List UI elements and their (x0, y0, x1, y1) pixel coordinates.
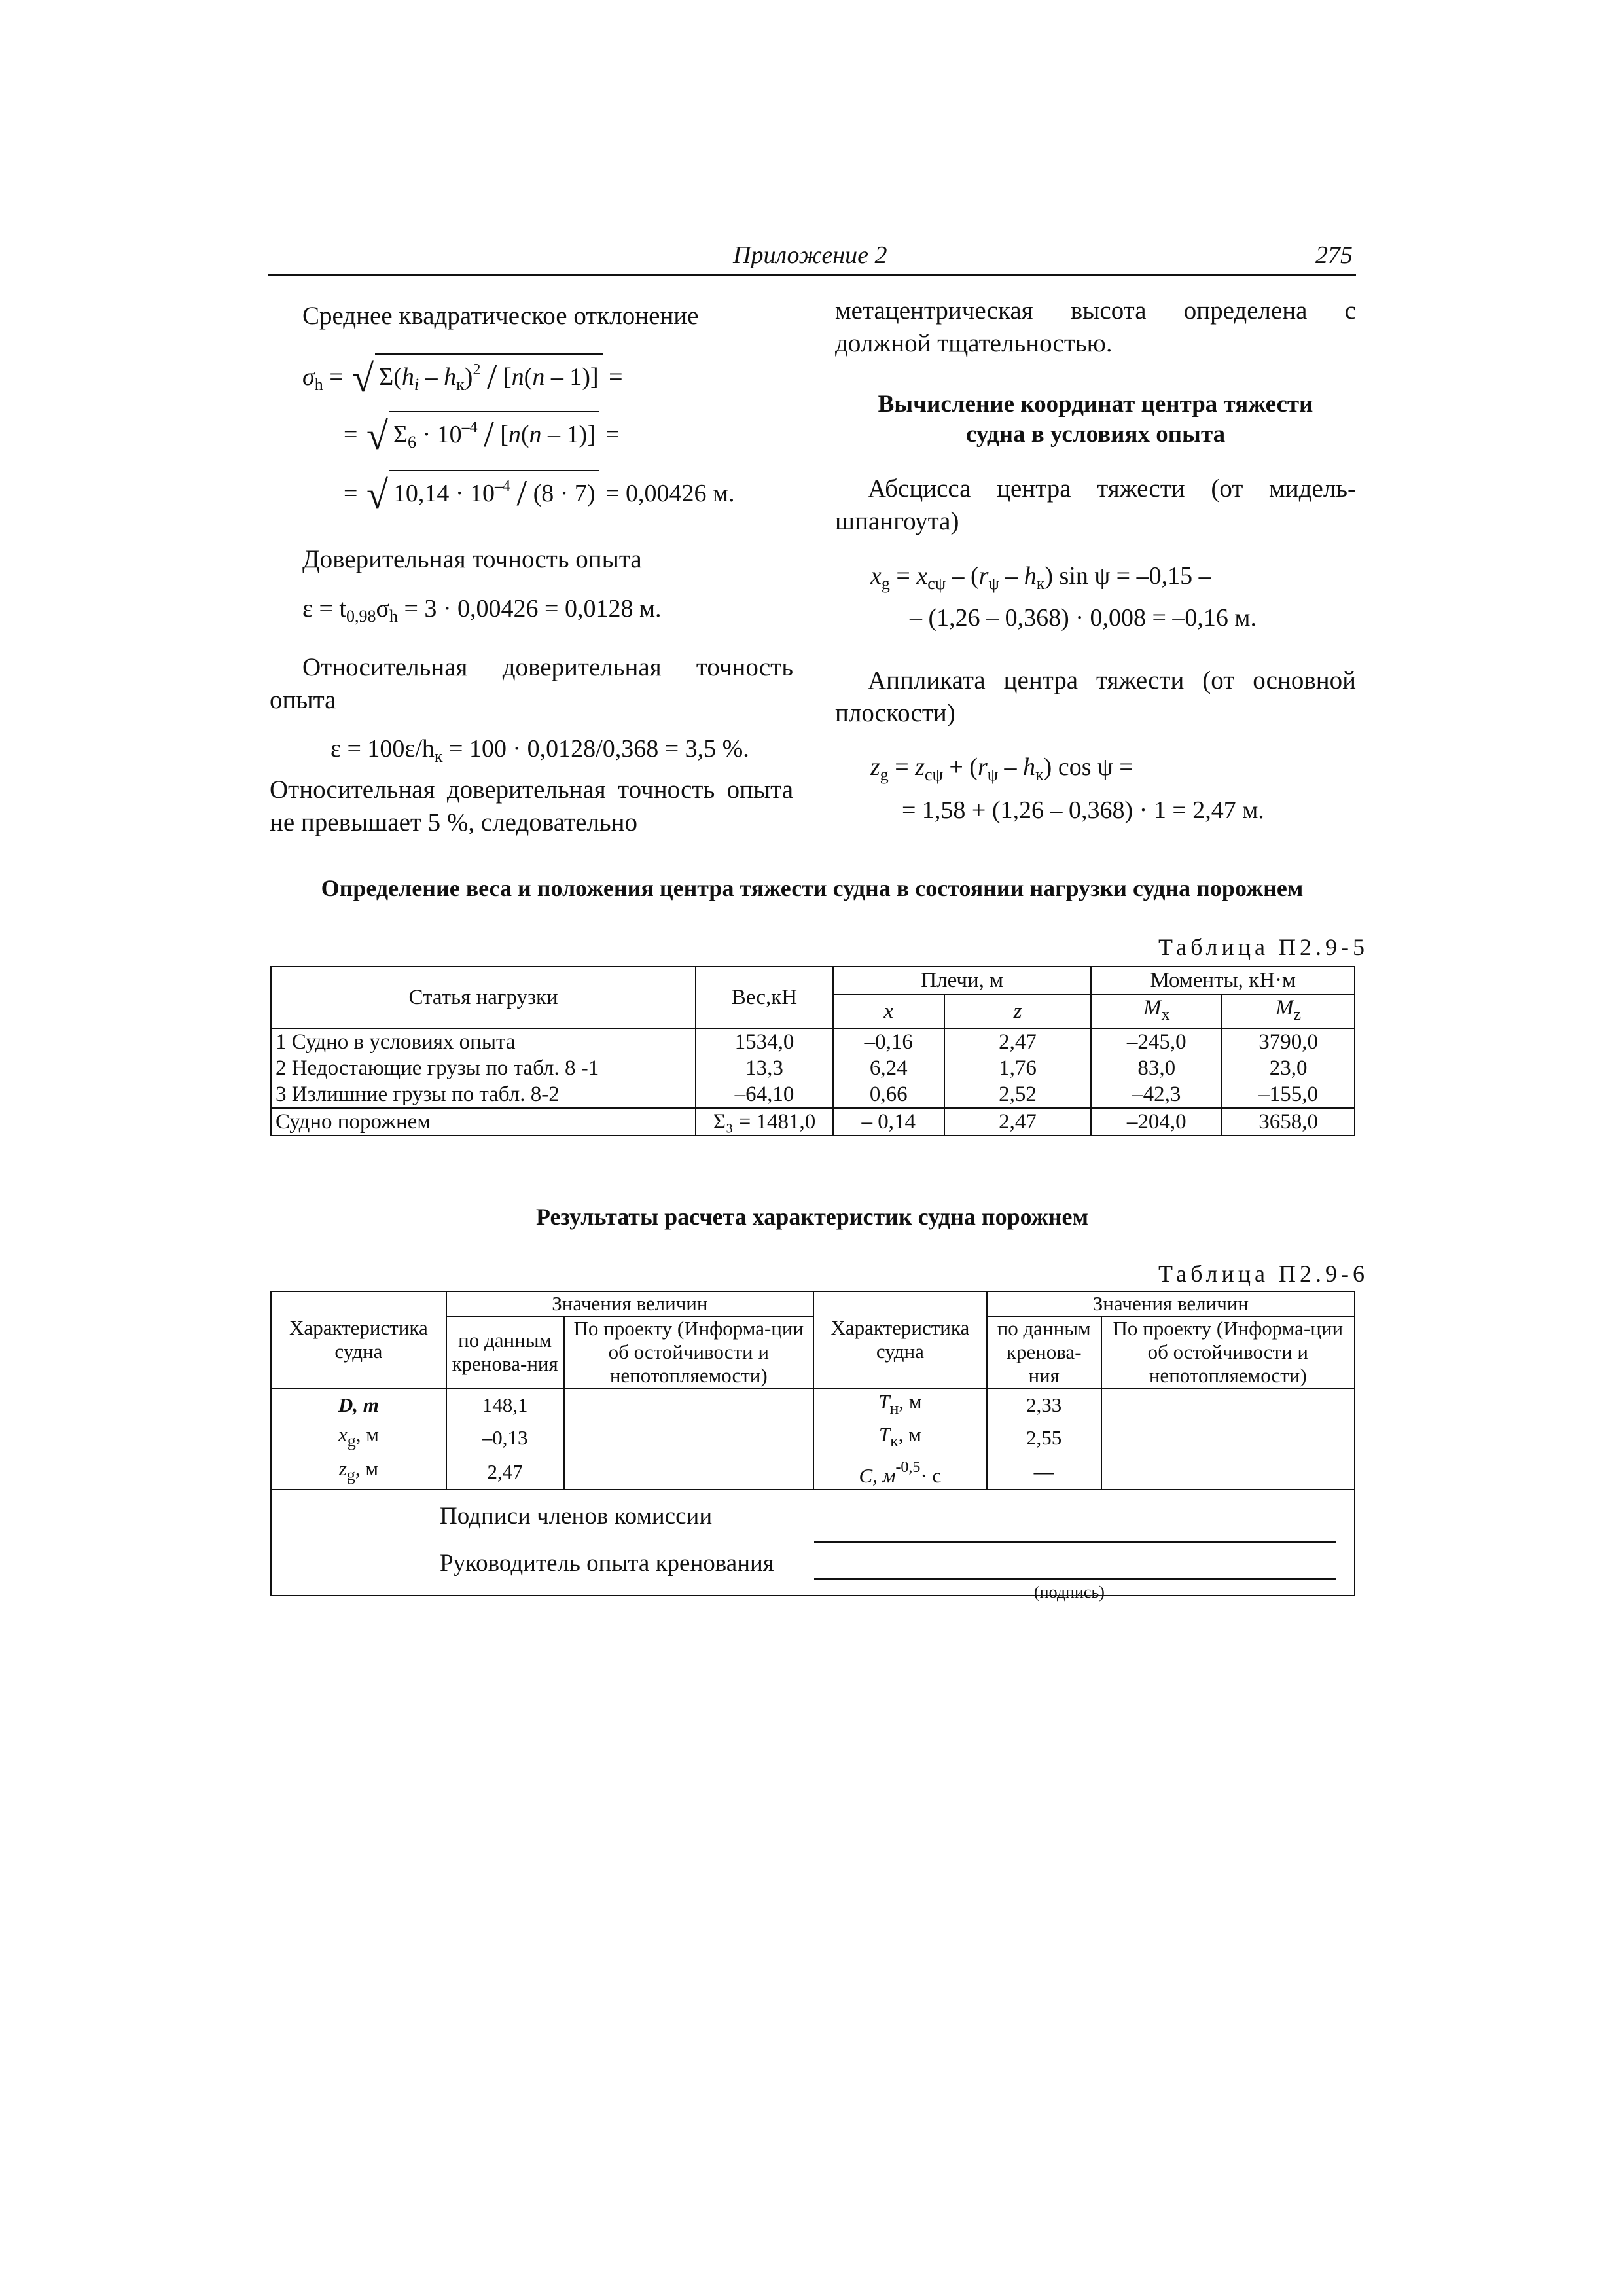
char-c: C, м (859, 1464, 896, 1487)
zg-rest: cos ψ = (1052, 753, 1133, 781)
char-zg-unit: , м (355, 1456, 378, 1480)
abscissa-label: Абсцисса центра тяжести (от мидель-шпангоута) (835, 475, 1356, 535)
formula-zg-line1: $z_g = z_{с\psi} + (r_\psi - h_к)$ cos ψ = (870, 753, 1133, 784)
th-x: x (833, 994, 944, 1028)
th-arms: Плечи, м (833, 967, 1091, 994)
sigma-symbol: σ (302, 363, 315, 391)
cell-heel-value: — (987, 1454, 1101, 1490)
cell-mz: 3790,0 (1222, 1028, 1355, 1055)
sigma-numerator: 10,14 · 10 (393, 480, 495, 507)
metacentric-conclusion: метацентрическая высота определена с должной тщательностью. (835, 296, 1356, 357)
char-c-sup: -0,5 (895, 1459, 921, 1476)
th-values-left: Значения величин (446, 1291, 813, 1316)
cell-z: 1,76 (944, 1055, 1092, 1081)
cell-project-value (564, 1388, 813, 1422)
formula-epsilon: $\varepsilon = t_{0,98}\sigma_h = 3 \cdot 0,00426 = 0,0128$ м. (302, 595, 662, 626)
char-c-unit: · с (920, 1464, 942, 1487)
th-mz (1222, 994, 1355, 1028)
formula-relative-epsilon (330, 734, 749, 766)
cell-char (813, 1388, 987, 1422)
cell-char (813, 1422, 987, 1454)
th-values-right: Значения величин (987, 1291, 1355, 1316)
th-project-right: По проекту (Информа-ции об остойчивости и непотопляемости) (1101, 1316, 1355, 1388)
cell-mz: 3658,0 (1222, 1108, 1355, 1136)
cell-item: Судно порожнем (271, 1108, 696, 1136)
cell-char (271, 1388, 446, 1422)
cell-char (271, 1422, 446, 1454)
th-heel-right: по данным кренова-ния (987, 1316, 1101, 1388)
th-mz-label: M (1275, 996, 1294, 1020)
signature-head-label: Руководитель опыта кренования (440, 1550, 774, 1577)
relative-accuracy-conclusion: Относительная доверительная точность опыта не превышает 5 %, следовательно (270, 776, 793, 836)
cell-heel-value: 2,33 (987, 1388, 1101, 1422)
cell-item: 2 Недостающие грузы по табл. 8 -1 (271, 1055, 696, 1081)
th-char-left: Характеристика судна (271, 1291, 446, 1388)
cell-mx: –245,0 (1091, 1028, 1222, 1055)
cell-heel-value: 148,1 (446, 1388, 564, 1422)
table-results (270, 1291, 1355, 1596)
table-row (271, 1454, 1355, 1490)
cell-weight: 13,3 (696, 1055, 833, 1081)
cell-mx: 83,0 (1091, 1055, 1222, 1081)
cell-mx: –42,3 (1091, 1081, 1222, 1108)
signature-caption: (подпись) (1034, 1583, 1105, 1602)
th-heel-left: по данным кренова-ния (446, 1316, 564, 1388)
table-row (271, 1055, 1355, 1081)
table-row (271, 1081, 1355, 1108)
page-number: 275 (1315, 242, 1353, 269)
table1-caption: Таблица П2.9-5 (1158, 934, 1368, 960)
cell-char (271, 1454, 446, 1490)
formula-sigma-line1: $\sigma_h$ = √ $\Sigma(h_i - h_к)^2 / [n(n - 1)]$ = (302, 353, 623, 401)
char-tn-unit: , м (899, 1390, 922, 1413)
applicate-label: Аппликата центра тяжести (от основной плоскости) (835, 666, 1356, 727)
cell-z: 2,52 (944, 1081, 1092, 1108)
cell-heel-value: 2,47 (446, 1454, 564, 1490)
cell-item: 3 Излишние грузы по табл. 8-2 (271, 1081, 696, 1108)
char-xg-sub: g (347, 1431, 356, 1450)
th-mx-sub: x (1161, 1005, 1170, 1024)
formula-xg-line2: – (1,26 – 0,368) · 0,008 = –0,16 м. (910, 604, 1257, 632)
cell-z: 2,47 (944, 1028, 1092, 1055)
char-d: D, т (338, 1393, 379, 1416)
cell-item: 1 Судно в условиях опыта (271, 1028, 696, 1055)
relative-epsilon-lhs: ε = 100ε/h (330, 735, 435, 762)
cell-project-value (1101, 1388, 1355, 1422)
formula-sigma-line2: = √ $\Sigma_6 \cdot 10^{-4} / [n(n - 1)]$ = (344, 411, 620, 459)
section1-title: Определение веса и положения центра тяжести судна в состоянии нагрузки судна порожнем (321, 875, 1304, 901)
relative-accuracy-label: Относительная доверительная точность опыта (270, 653, 793, 714)
cell-mz: 23,0 (1222, 1055, 1355, 1081)
cell-project-value (1101, 1454, 1355, 1490)
table-row (271, 1028, 1355, 1055)
table-load-weights (270, 966, 1355, 1136)
epsilon-lhs: ε = t (302, 595, 346, 622)
cell-mx: –204,0 (1091, 1108, 1222, 1136)
char-tk: T (878, 1423, 891, 1446)
th-moments: Моменты, кН·м (1091, 967, 1355, 994)
epsilon-result: = 3 · 0,00426 = 0,0128 м. (397, 595, 662, 622)
table-row (271, 1388, 1355, 1422)
epsilon-t-sub: 0,98 (346, 607, 376, 626)
sigma-sub: h (314, 375, 323, 394)
confidence-accuracy-label: Доверительная точность опыта (302, 545, 642, 573)
th-mx (1091, 994, 1222, 1028)
th-char-right: Характеристика судна (813, 1291, 987, 1388)
char-tn-sub: н (889, 1399, 899, 1418)
cell-heel-value: 2,55 (987, 1422, 1101, 1454)
std-deviation-intro: Среднее квадратическое отклонение (302, 302, 699, 330)
th-mz-sub: z (1293, 1005, 1302, 1024)
th-weight: Вес,кН (696, 967, 833, 1028)
th-item: Статья нагрузки (271, 967, 696, 1028)
char-zg: z (338, 1456, 347, 1480)
th-project-left: По проекту (Информа-ции об остойчивости и непотопляемости) (564, 1316, 813, 1388)
char-tk-unit: , м (898, 1423, 921, 1446)
char-xg-unit: , м (355, 1423, 379, 1446)
table2-caption: Таблица П2.9-6 (1158, 1261, 1368, 1287)
cell-x: 6,24 (833, 1055, 944, 1081)
sigma-result: = 0,00426 м. (605, 480, 735, 507)
char-xg: x (338, 1423, 348, 1446)
cell-z: 2,47 (944, 1108, 1092, 1136)
cell-project-value (1101, 1422, 1355, 1454)
relative-epsilon-result: = 100 · 0,0128/0,368 = 3,5 %. (442, 735, 749, 762)
cell-heel-value: –0,13 (446, 1422, 564, 1454)
th-mx-label: M (1143, 996, 1162, 1020)
signature-head-line (814, 1578, 1336, 1580)
cell-x: – 0,14 (833, 1108, 944, 1136)
formula-zg-line2: = 1,58 + (1,26 – 0,368) · 1 = 2,47 м. (902, 797, 1264, 824)
epsilon-sigma: σ (376, 595, 389, 622)
formula-sigma-line3: = √ $10,14 \cdot 10^{-4} / (8 \cdot 7) = 0,00426$ м. (344, 470, 735, 518)
char-tn: T (878, 1390, 890, 1413)
relative-epsilon-sub: к (434, 747, 443, 766)
cell-weight: –64,10 (696, 1081, 833, 1108)
section2-title: Результаты расчета характеристик судна порожнем (535, 1204, 1089, 1230)
running-header-title: Приложение 2 (733, 242, 887, 269)
char-tk-sub: к (890, 1431, 899, 1450)
table-row (271, 1422, 1355, 1454)
cell-project-value (564, 1454, 813, 1490)
cell-x: –0,16 (833, 1028, 944, 1055)
signature-members-line (814, 1541, 1336, 1543)
cell-mz: –155,0 (1222, 1081, 1355, 1108)
cg-section-title-line1: Вычисление координат центра тяжести (878, 391, 1313, 418)
char-zg-sub: g (346, 1465, 355, 1484)
cell-x: 0,66 (833, 1081, 944, 1108)
xg-rest: sin ψ = –0,15 – (1053, 562, 1211, 590)
th-z: z (944, 994, 1092, 1028)
cell-weight: Σ₃ = 1481,0 (696, 1108, 833, 1136)
cell-weight: 1534,0 (696, 1028, 833, 1055)
cg-section-title-line2: судна в условиях опыта (965, 421, 1226, 448)
cg-section-title (835, 389, 1356, 450)
cell-project-value (564, 1422, 813, 1454)
table-total-row (271, 1108, 1355, 1136)
header-rule (268, 274, 1356, 276)
signature-members-label: Подписи членов комиссии (440, 1503, 713, 1530)
cell-char (813, 1454, 987, 1490)
formula-xg-line1: $x_g = x_{с\psi} - (r_\psi - h_к)$ sin ψ = –0,15 – (870, 562, 1211, 593)
